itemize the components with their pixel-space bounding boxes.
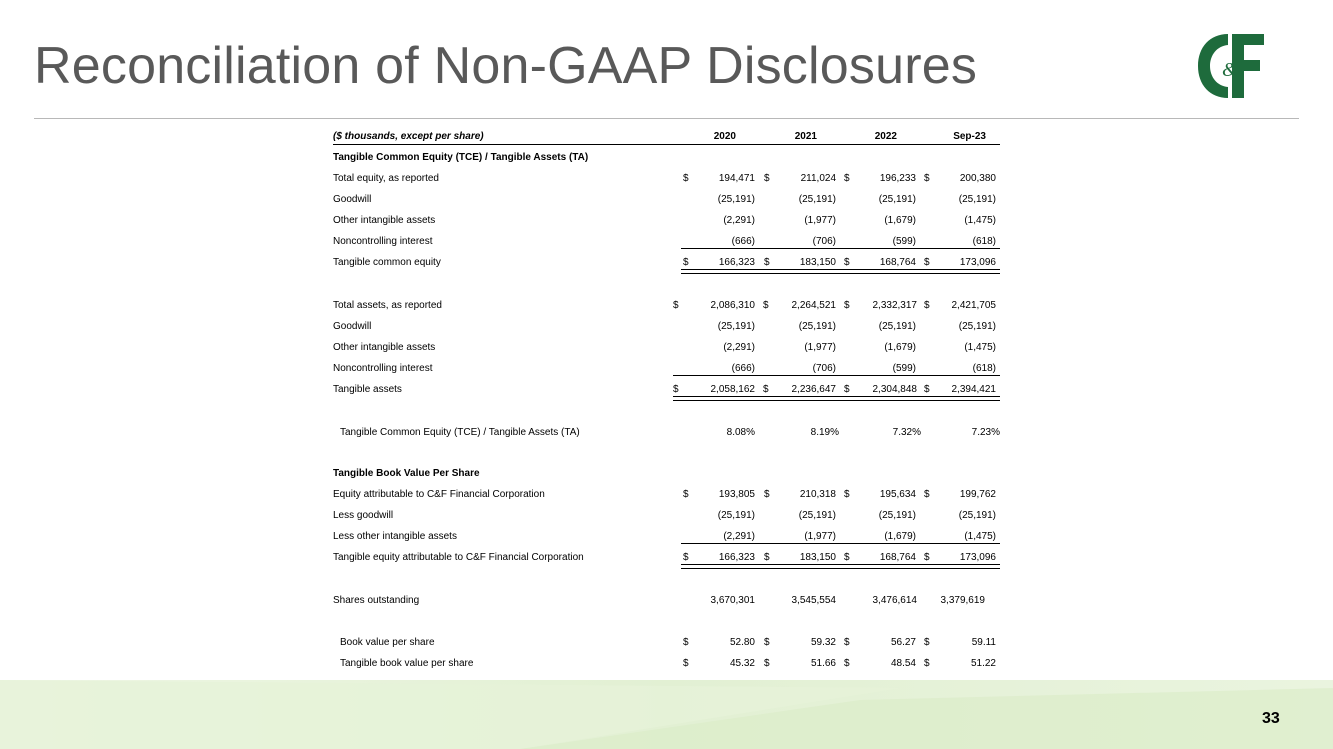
table-row: Other intangible assets (2,291) (1,977) (1,679) (1,475) [333, 215, 996, 226]
section-title-tce: Tangible Common Equity (TCE) / Tangible Assets (TA) [333, 152, 589, 163]
table-row: Goodwill (25,191) (25,191) (25,191) (25,191) [333, 194, 996, 205]
table-row: Noncontrolling interest (666) (706) (599) (618) [333, 236, 1003, 250]
col-header-2020: 2020 [713, 131, 736, 142]
table-row: Less other intangible assets (2,291) (1,977) (1,679) (1,475) [333, 531, 1003, 545]
table-row: Equity attributable to C&F Financial Corporation $ 193,805 $ 210,318 $ 195,634 $ 199,762 [333, 489, 996, 500]
table-row: Tangible equity attributable to C&F Financial Corporation $ 166,323 $ 183,150 $ 168,764 $ 173,096 [333, 552, 1003, 566]
col-header-2022: 2022 [874, 131, 897, 142]
section-title-row [333, 468, 1003, 482]
table-row: Goodwill (25,191) (25,191) (25,191) (25,191) [333, 321, 996, 332]
section-title-tbv: Tangible Book Value Per Share [333, 468, 480, 479]
section-title-row [333, 152, 1003, 166]
table-header-row [333, 131, 1003, 145]
table-row: Tangible common equity $ 166,323 $ 183,150 $ 168,764 $ 173,096 [333, 257, 1003, 271]
units-label: ($ thousands, except per share) [333, 131, 484, 142]
page-number: 33 [1262, 710, 1280, 727]
table-row: Tangible book value per share $ 45.32 $ 51.66 $ 48.54 $ 51.22 [340, 658, 996, 669]
cf-logo [1192, 30, 1266, 102]
title-divider [34, 118, 1299, 119]
table-row: Tangible assets $ 2,058,162 $ 2,236,647 $ 2,304,848 $ 2,394,421 [333, 384, 1003, 398]
svg-text:&: & [1222, 59, 1238, 81]
table-row: Noncontrolling interest (666) (706) (599) (618) [333, 363, 1003, 377]
table-row: Total assets, as reported $ 2,086,310 $ 2,264,521 $ 2,332,317 $ 2,421,705 [333, 300, 996, 311]
table-row: Total equity, as reported $ 194,471 $ 211,024 $ 196,233 $ 200,380 [333, 173, 996, 184]
table-row: Less goodwill (25,191) (25,191) (25,191) (25,191) [333, 510, 996, 521]
table-row: Tangible Common Equity (TCE) / Tangible Assets (TA) 8.08% 8.19% 7.32% 7.23% [340, 427, 1000, 438]
footer-band [0, 680, 1333, 749]
page-title: Reconciliation of Non-GAAP Disclosures [34, 37, 978, 95]
table-row: Shares outstanding 3,670,301 3,545,554 3,476,614 3,379,619 [333, 595, 985, 606]
col-header-sep23: Sep-23 [953, 131, 986, 142]
col-header-2021: 2021 [794, 131, 817, 142]
table-row: Book value per share $ 52.80 $ 59.32 $ 56.27 $ 59.11 [340, 637, 996, 648]
table-row: Other intangible assets (2,291) (1,977) (1,679) (1,475) [333, 342, 996, 353]
